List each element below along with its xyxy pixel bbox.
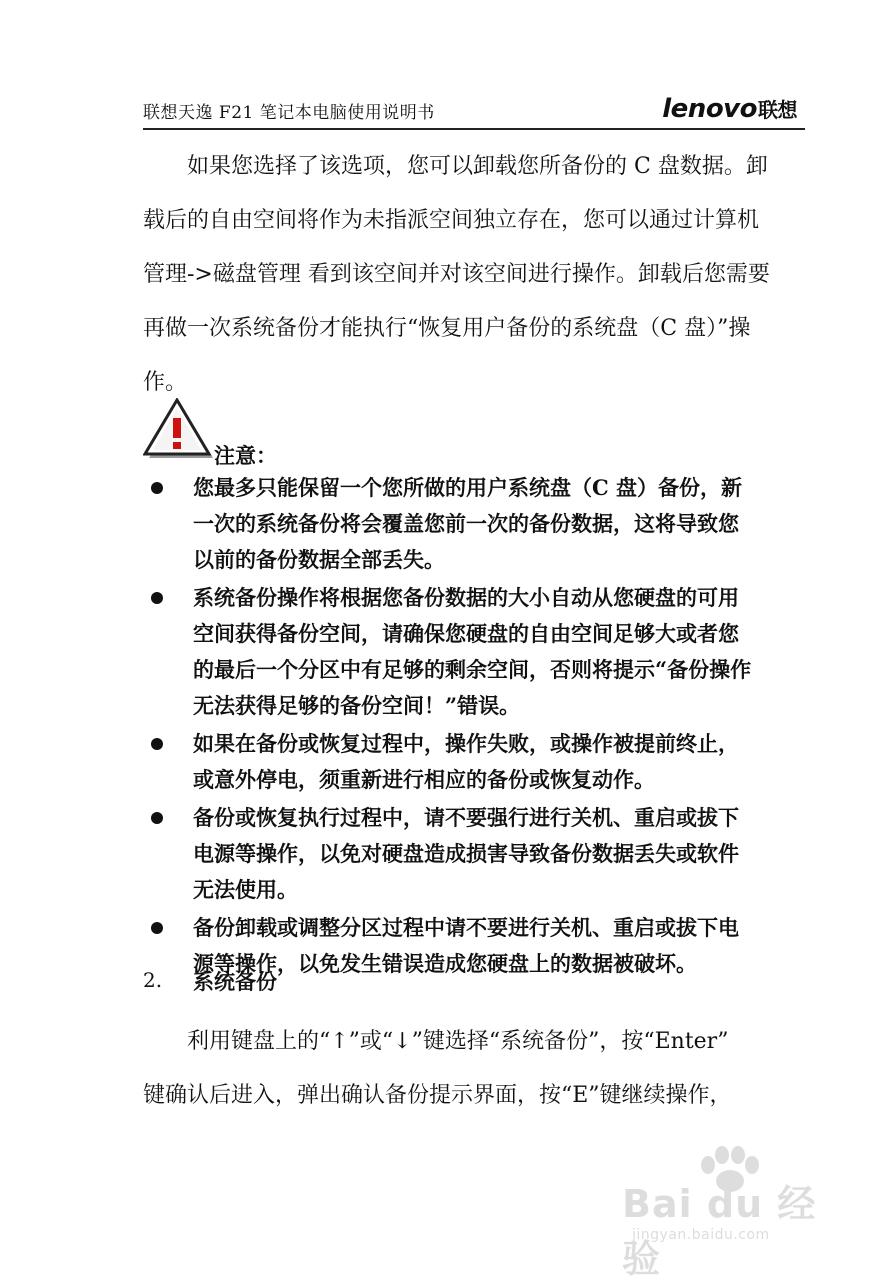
- document-title: 联想天逸 F21 笔记本电脑使用说明书: [143, 103, 435, 123]
- list-item: [143, 580, 805, 724]
- watermark-url: jingyan.baidu.com: [632, 1227, 770, 1243]
- intro-paragraph: [143, 140, 803, 410]
- paragraph-line: 载后的自由空间将作为未指派空间独立存在，您可以通过计算机: [143, 208, 760, 233]
- notice-list: [143, 470, 805, 984]
- bullet-line: 空间获得备份空间，请确保您硬盘的自由空间足够大或者您: [193, 621, 739, 646]
- bullet-dot-icon: [151, 592, 163, 604]
- section-number: 2.: [143, 968, 163, 992]
- bullet-line: 备份卸载或调整分区过程中请不要进行关机、重启或拔下电: [193, 915, 739, 940]
- instruction-paragraph: [143, 1015, 803, 1123]
- bullet-line: 的最后一个分区中有足够的剩余空间，否则将提示“备份操作: [193, 657, 752, 682]
- list-item: [143, 726, 805, 798]
- list-item: [143, 470, 805, 578]
- paragraph-line: 键确认后进入，弹出确认备份提示界面，按“E”键继续操作，: [143, 1083, 732, 1108]
- paragraph-line: 作。: [143, 370, 188, 395]
- baidu-jingyan-watermark: [612, 1145, 832, 1281]
- warning-triangle-icon: [143, 398, 215, 462]
- list-item: [143, 800, 805, 908]
- bullet-dot-icon: [151, 812, 163, 824]
- paragraph-line: 再做一次系统备份才能执行“恢复用户备份的系统盘（C 盘）”操: [143, 316, 751, 341]
- lenovo-logo: [662, 94, 797, 124]
- paragraph-line: 如果您选择了该选项，您可以卸载您所备份的 C 盘数据。卸: [143, 154, 768, 179]
- bullet-line: 无法获得足够的备份空间！”错误。: [193, 693, 521, 718]
- bullet-line: 源等操作，以免发生错误造成您硬盘上的数据被破坏。: [193, 951, 697, 976]
- bullet-line: 以前的备份数据全部丢失。: [193, 547, 445, 572]
- page-header: [143, 92, 805, 130]
- notice-label: 注意：: [214, 443, 277, 468]
- bullet-line: 一次的系统备份将会覆盖您前一次的备份数据，这将导致您: [193, 511, 739, 536]
- paragraph-line: 管理->磁盘管理 看到该空间并对该空间进行操作。卸载后您需要: [143, 262, 770, 287]
- bullet-line: 如果在备份或恢复过程中，操作失败，或操作被提前终止，: [193, 731, 739, 756]
- section-title: 系统备份: [193, 969, 277, 994]
- bullet-dot-icon: [151, 482, 163, 494]
- logo-cn-text: 联想: [758, 98, 797, 122]
- bullet-line: 备份或恢复执行过程中，请不要强行进行关机、重启或拔下: [193, 805, 739, 830]
- bullet-line: 无法使用。: [193, 877, 298, 902]
- bullet-line: 您最多只能保留一个您所做的用户系统盘（C 盘）备份，新: [193, 475, 743, 500]
- bullet-line: 系统备份操作将根据您备份数据的大小自动从您硬盘的可用: [193, 585, 739, 610]
- watermark-brand: Bai du 经验: [622, 1182, 817, 1281]
- logo-text: lenovo: [662, 94, 757, 124]
- bullet-line: 或意外停电，须重新进行相应的备份或恢复动作。: [193, 767, 655, 792]
- paragraph-line: 利用键盘上的“↑”或“↓”键选择“系统备份”，按“Enter”: [143, 1029, 729, 1054]
- bullet-line: 电源等操作，以免对硬盘造成损害导致备份数据丢失或软件: [193, 841, 739, 866]
- bullet-dot-icon: [151, 922, 163, 934]
- bullet-dot-icon: [151, 738, 163, 750]
